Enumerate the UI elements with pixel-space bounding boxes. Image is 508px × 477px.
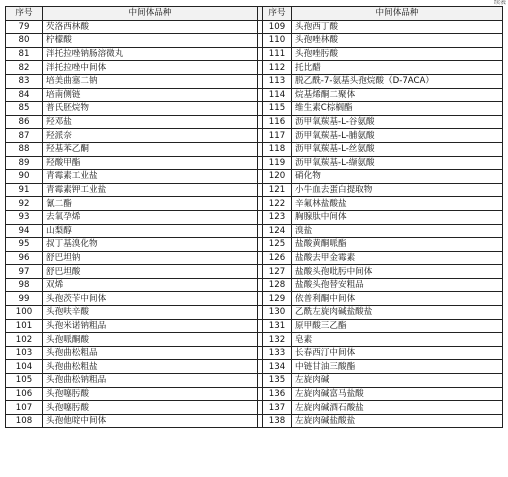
right-intermediate-name: 溴盐 [292,224,503,238]
left-intermediate-name: 羟派奈 [43,129,258,143]
left-intermediate-name: 氰二酯 [43,197,258,211]
left-intermediate-name: 泮托拉唑中间体 [43,61,258,75]
left-row-number: 82 [6,61,43,75]
right-intermediate-name: 胸腺肽中间体 [292,210,503,224]
left-intermediate-name: 头孢曲松粗盐 [43,360,258,374]
left-row-number: 83 [6,74,43,88]
right-row-number: 117 [263,129,292,143]
left-row-number: 88 [6,142,43,156]
table-row [6,170,503,184]
left-row-number: 85 [6,102,43,116]
left-row-number: 79 [6,20,43,34]
left-row-number: 84 [6,88,43,102]
right-intermediate-name: 脱乙酰-7-氨基头孢烷酸（D-7ACA） [292,74,503,88]
right-row-number: 138 [263,414,292,428]
right-row-number: 132 [263,333,292,347]
right-intermediate-name: 托比醋 [292,61,503,75]
right-intermediate-name: 左旋肉碱富马盐酸 [292,387,503,401]
table-row [6,129,503,143]
left-intermediate-name: 头孢他啶中间体 [43,414,258,428]
right-intermediate-name: 头孢唑肟酸 [292,47,503,61]
right-intermediate-name: 沥甲氧羰基-L-谷氨酸 [292,115,503,129]
right-row-number: 124 [263,224,292,238]
table-row [6,20,503,34]
left-intermediate-name: 培南侧链 [43,88,258,102]
right-intermediate-name: 左旋肉碱 [292,374,503,388]
left-intermediate-name: 柠檬酸 [43,34,258,48]
right-row-number: 114 [263,88,292,102]
left-row-number: 100 [6,306,43,320]
right-row-number: 118 [263,142,292,156]
left-row-number: 90 [6,170,43,184]
table-row [6,197,503,211]
right-intermediate-name: 左旋肉碱酒石酸盐 [292,401,503,415]
left-row-number: 98 [6,278,43,292]
left-row-number: 93 [6,210,43,224]
table-row [6,387,503,401]
right-intermediate-name: 辛氟林盐酸盐 [292,197,503,211]
table-row [6,238,503,252]
left-intermediate-name: 叔丁基溴化物 [43,238,258,252]
left-row-number: 94 [6,224,43,238]
right-intermediate-name: 小牛血去蛋白提取物 [292,183,503,197]
page-corner-text: 续表 [493,0,506,6]
left-intermediate-name: 青霉素钾工业盐 [43,183,258,197]
left-intermediate-name: 羟邓盐 [43,115,258,129]
right-row-number: 128 [263,278,292,292]
right-intermediate-name: 沥甲氧羰基-L-缬氨酸 [292,156,503,170]
left-row-number: 87 [6,129,43,143]
right-row-number: 127 [263,265,292,279]
left-intermediate-name: 普氏胚烷物 [43,102,258,116]
table-row [6,115,503,129]
right-row-number: 123 [263,210,292,224]
left-intermediate-name: 羟酸甲酯 [43,156,258,170]
table-row [6,102,503,116]
table-header-row [6,7,503,21]
left-row-number: 106 [6,387,43,401]
right-intermediate-name: 烷基烯酮二聚体 [292,88,503,102]
left-intermediate-name: 芡洛西林酸 [43,20,258,34]
table-row [6,183,503,197]
left-row-number: 89 [6,156,43,170]
table-row [6,34,503,48]
left-intermediate-name: 羟基苯乙酮 [43,142,258,156]
table-body [6,20,503,428]
left-intermediate-name: 头孢米诺钠粗品 [43,319,258,333]
right-row-number: 110 [263,34,292,48]
right-intermediate-name: 乙酰左旋肉碱盐酸盐 [292,306,503,320]
left-row-number: 99 [6,292,43,306]
right-row-number: 112 [263,61,292,75]
right-row-number: 121 [263,183,292,197]
left-intermediate-name: 头孢茨苄中间体 [43,292,258,306]
right-intermediate-name: 维生素C棕榈酯 [292,102,503,116]
right-num-header: 序号 [263,7,292,21]
right-row-number: 131 [263,319,292,333]
table-row [6,414,503,428]
table-row [6,360,503,374]
right-intermediate-name: 皂素 [292,333,503,347]
right-intermediate-name: 盐酸头孢替安粗品 [292,278,503,292]
table-row [6,401,503,415]
left-row-number: 103 [6,346,43,360]
left-intermediate-name: 山梨醇 [43,224,258,238]
left-row-number: 80 [6,34,43,48]
right-intermediate-name: 盐酸头孢吡肟中间体 [292,265,503,279]
table-row [6,278,503,292]
left-intermediate-name: 头孢噻肟酸 [43,387,258,401]
right-row-number: 130 [263,306,292,320]
left-intermediate-name: 泮托拉唑钠肠溶微丸 [43,47,258,61]
right-row-number: 135 [263,374,292,388]
left-intermediate-name: 双烯 [43,278,258,292]
left-row-number: 92 [6,197,43,211]
left-row-number: 105 [6,374,43,388]
table-row [6,346,503,360]
right-intermediate-name: 硝化物 [292,170,503,184]
table-row [6,333,503,347]
left-row-number: 104 [6,360,43,374]
right-row-number: 122 [263,197,292,211]
right-intermediate-name: 长春西汀中间体 [292,346,503,360]
left-row-number: 81 [6,47,43,61]
right-intermediate-name: 头孢西丁酸 [292,20,503,34]
table-row [6,88,503,102]
right-intermediate-name: 中链甘油三酸酯 [292,360,503,374]
right-intermediate-name: 头孢唑林酸 [292,34,503,48]
right-intermediate-name: 原甲酸三乙酯 [292,319,503,333]
right-row-number: 129 [263,292,292,306]
left-row-number: 96 [6,251,43,265]
table-row [6,142,503,156]
table-row [6,265,503,279]
left-row-number: 101 [6,319,43,333]
table-row [6,47,503,61]
right-name-header: 中间体品种 [292,7,503,21]
right-row-number: 134 [263,360,292,374]
table-row [6,224,503,238]
table-row [6,306,503,320]
left-row-number: 107 [6,401,43,415]
left-intermediate-name: 青霉素工业盐 [43,170,258,184]
right-row-number: 137 [263,401,292,415]
right-row-number: 133 [263,346,292,360]
left-intermediate-name: 头孢曲松粗品 [43,346,258,360]
left-intermediate-name: 头孢哌酮酸 [43,333,258,347]
right-row-number: 136 [263,387,292,401]
left-intermediate-name: 舒巴坦钠 [43,251,258,265]
right-intermediate-name: 盐酸黄酮哌酯 [292,238,503,252]
right-row-number: 116 [263,115,292,129]
right-row-number: 113 [263,74,292,88]
table-row [6,319,503,333]
left-intermediate-name: 头孢噻肟酸 [43,401,258,415]
right-row-number: 115 [263,102,292,116]
left-intermediate-name: 头孢曲松钠粗品 [43,374,258,388]
left-row-number: 97 [6,265,43,279]
right-intermediate-name: 盐酸去甲金霉素 [292,251,503,265]
left-num-header: 序号 [6,7,43,21]
right-intermediate-name: 左旋肉碱盐酸盐 [292,414,503,428]
left-row-number: 91 [6,183,43,197]
left-name-header: 中间体品种 [43,7,258,21]
left-row-number: 95 [6,238,43,252]
table-row [6,74,503,88]
right-row-number: 120 [263,170,292,184]
table-row [6,210,503,224]
left-intermediate-name: 头孢呋辛酸 [43,306,258,320]
table-row [6,374,503,388]
right-row-number: 126 [263,251,292,265]
right-row-number: 125 [263,238,292,252]
right-row-number: 109 [263,20,292,34]
right-intermediate-name: 依普利酮中间体 [292,292,503,306]
left-row-number: 102 [6,333,43,347]
table-row [6,61,503,75]
right-intermediate-name: 沥甲氧羰基-L-脯氨酸 [292,129,503,143]
left-row-number: 86 [6,115,43,129]
right-row-number: 119 [263,156,292,170]
intermediates-table [5,6,503,428]
table-row [6,156,503,170]
left-intermediate-name: 舒巴坦酸 [43,265,258,279]
table-row [6,292,503,306]
left-row-number: 108 [6,414,43,428]
right-intermediate-name: 沥甲氧羰基-L-丝氨酸 [292,142,503,156]
right-row-number: 111 [263,47,292,61]
table-row [6,251,503,265]
left-intermediate-name: 去氧孕烯 [43,210,258,224]
left-intermediate-name: 培美曲塞二钠 [43,74,258,88]
